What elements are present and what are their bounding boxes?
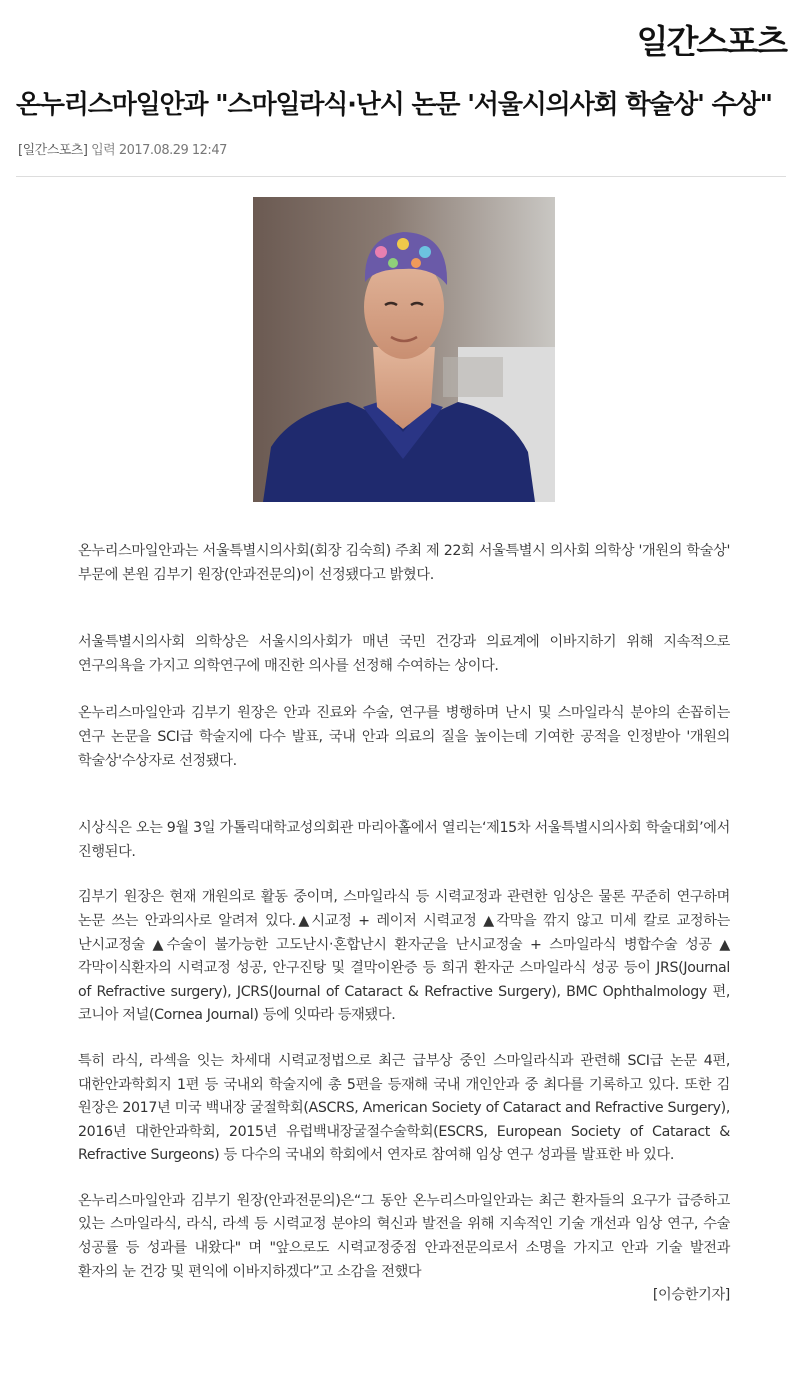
- byline-source: [일간스포츠]: [18, 143, 88, 158]
- article-paragraph: 온누리스마일안과는 서울특별시의사회(회장 김숙희) 주최 제 22회 서울특별시 의사회 의학상 '개원의 학술상' 부문에 본원 김부기 원장(안과전문의)이 선정됐다고 밝혔다.: [78, 543, 730, 583]
- article-paragraph: 시상식은 오는 9월 3일 가톨릭대학교성의회관 마리아홀에서 열리는‘제15차 서울특별시의사회 학술대회’에서 진행된다.: [78, 820, 730, 860]
- article-paragraph: 특히 라식, 라섹을 잇는 차세대 시력교정법으로 최근 급부상 중인 스마일라식과 관련해 SCI급 논문 4편, 대한안과학회지 1편 등 국내외 학술지에 총 5편을 등재해 국내 개인안과 중 최다를 기록하고 있다. 또한 김 원장은 2017년 미국 백내장 굴절학회(ASCRS, American Society of Cataract and Refractive Surgery), 2016년 대한안과학회, 2015년 유럽백내장굴절수술학회(ESCRS, European Society of Cataract & Refractive Surgeons) 등 다수의 국내외 학회에서 연자로 참여해 임상 연구 성과를 발표한 바 있다.: [78, 1052, 730, 1164]
- article-byline: [18, 139, 227, 158]
- byline-date: 입력 2017.08.29 12:47: [91, 143, 227, 158]
- header-divider: [16, 176, 786, 177]
- article-photo: [253, 197, 555, 502]
- header-bar: [637, 22, 786, 62]
- article-paragraph: 온누리스마일안과 김부기 원장(안과전문의)은“그 동안 온누리스마일안과는 최근 환자들의 요구가 급증하고 있는 스마일라식, 라식, 라섹 등 시력교정 분야의 혁신과 발전을 위해 지속적인 기술 개선과 임상 연구, 수술 성공률 등 성과를 내왔다" 며 "앞으로도 시력교정중점 안과전문의로서 소명을 가지고 안과 기술 발전과 환자의 눈 건강 및 편익에 이바지하겠다”고 소감을 전했다: [78, 1192, 730, 1280]
- article-paragraph: 온누리스마일안과 김부기 원장은 안과 진료와 수술, 연구를 병행하며 난시 및 스마일라식 분야의 손꼽히는 연구 논문을 SCI급 학술지에 다수 발표, 국내 안과 의료의 질을 높이는데 기여한 공적을 인정받아 '개원의 학술상'수상자로 선정됐다.: [78, 705, 730, 769]
- article-paragraph: 서울특별시의사회 의학상은 서울시의사회가 매년 국민 건강과 의료계에 이바지하기 위해 지속적으로 연구의욕을 가지고 의학연구에 매진한 의사를 선정해 수여하는 상이다.: [78, 634, 730, 674]
- article-body: [78, 540, 730, 1308]
- doctor-portrait-image: [253, 197, 555, 502]
- reporter-credit: [이승한기자]: [652, 1287, 730, 1304]
- site-logo[interactable]: 일간스포츠: [636, 22, 786, 61]
- article-headline: 온누리스마일안과 "스마일라식·난시 논문 '서울시의사회 학술상' 수상": [16, 90, 772, 120]
- article-paragraph: 김부기 원장은 현재 개원의로 활동 중이며, 스마일라식 등 시력교정과 관련한 임상은 물론 꾸준히 연구하며 논문 쓰는 안과의사로 알려져 있다.▲시교정 + 레이저 시력교정 ▲각막을 깎지 않고 미세 칼로 교정하는 난시교정술 ▲수술이 불가능한 고도난시‧혼합난시 환자군을 난시교정술 + 스마일라식 병합수술 성공 ▲ 각막이식환자의 시력교정 성공, 안구진탕 및 결막이완증 등 희귀 환자군 스마일라식 성공 등이 JRS(Journal of Refractive surgery), JCRS(Journal of Cataract & Refractive Surgery), BMC Ophthalmology 편, 코니아 저널(Cornea Journal) 등에 잇따라 등재됐다.: [78, 889, 730, 1024]
